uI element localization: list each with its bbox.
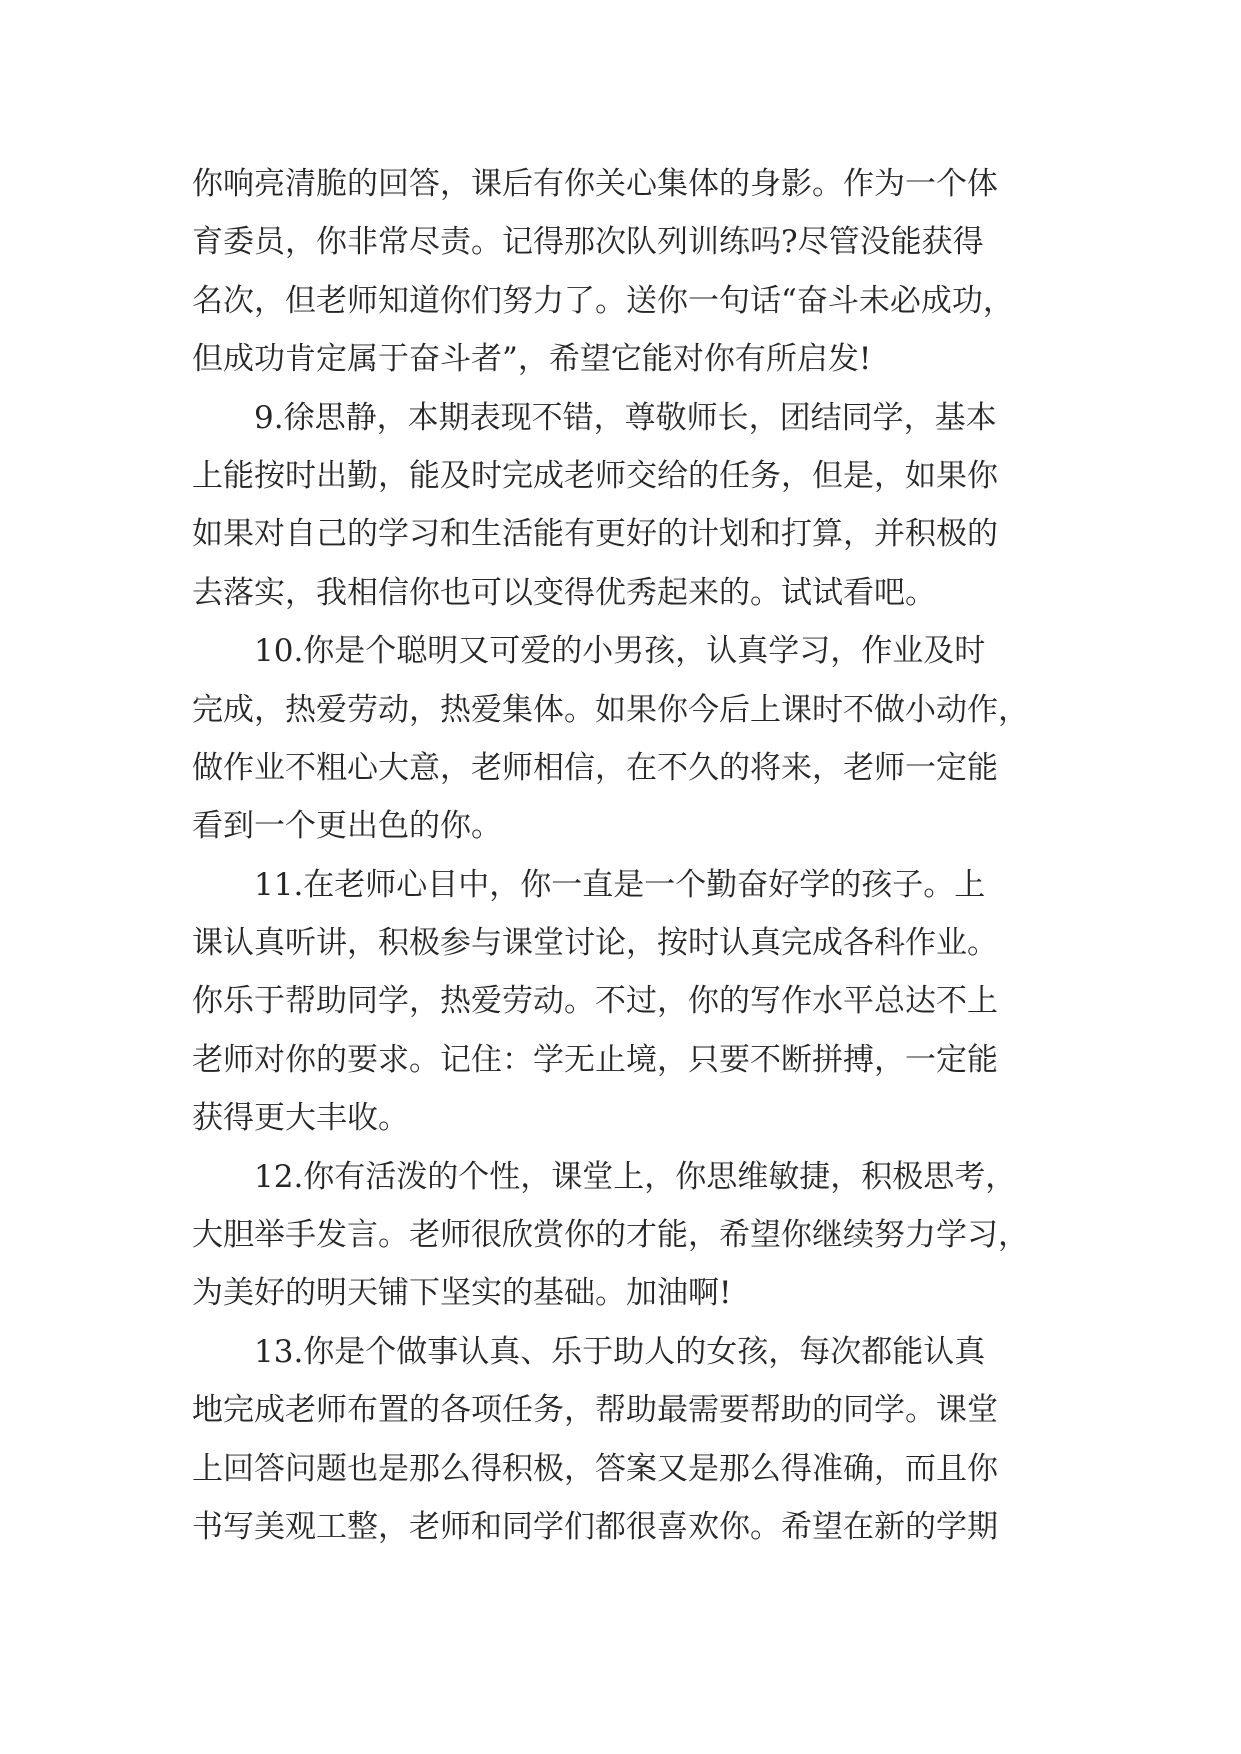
paragraph-13-first-line: 13.你是个做事认真、乐于助人的女孩，每次都能认真 <box>254 1333 986 1370</box>
text-line: 看到一个更出色的你。 <box>192 808 502 845</box>
paragraph-12-first-line: 12.你有活泼的个性，课堂上，你思维敏捷，积极思考， <box>254 1158 1017 1195</box>
text-line: 老师对你的要求。记住：学无止境，只要不断拼搏，一定能 <box>192 1041 998 1078</box>
text-line: 去落实，我相信你也可以变得优秀起来的。试试看吧。 <box>192 574 936 611</box>
paragraph-11-first-line: 11.在老师心目中，你一直是一个勤奋好学的孩子。上 <box>254 866 986 903</box>
text-line: 大胆举手发言。老师很欣赏你的才能，希望你继续努力学习， <box>192 1217 1029 1254</box>
text-line: 书写美观工整，老师和同学们都很喜欢你。希望在新的学期 <box>192 1508 998 1545</box>
text-line: 地完成老师布置的各项任务，帮助最需要帮助的同学。课堂 <box>192 1392 998 1429</box>
document-body <box>192 155 1052 1556</box>
text-line: 上回答问题也是那么得积极，答案又是那么得准确，而且你 <box>192 1450 998 1487</box>
text-line: 你响亮清脆的回答，课后有你关心集体的身影。作为一个体 <box>192 166 998 202</box>
text-line: 获得更大丰收。 <box>192 1100 409 1137</box>
text-line: 名次，但老师知道你们努力了。送你一句话“奋斗未必成功， <box>192 282 1014 319</box>
paragraph-9-first-line: 9.徐思静，本期表现不错，尊敬师长，团结同学，基本 <box>254 399 997 436</box>
text-line: 育委员，你非常尽责。记得那次队列训练吗?尽管没能获得 <box>192 224 984 261</box>
text-line: 如果对自己的学习和生活能有更好的计划和打算，并积极的 <box>192 516 998 553</box>
text-line: 你乐于帮助同学，热爱劳动。不过，你的写作水平总达不上 <box>192 983 998 1020</box>
text-line: 课认真听讲，积极参与课堂讨论，按时认真完成各科作业。 <box>192 925 998 962</box>
text-line: 为美好的明天铺下坚实的基础。加油啊! <box>192 1275 732 1312</box>
text-line: 但成功肯定属于奋斗者”，希望它能对你有所启发! <box>192 341 872 378</box>
paragraph-10-first-line: 10.你是个聪明又可爱的小男孩，认真学习，作业及时 <box>254 633 986 670</box>
text-line: 上能按时出勤，能及时完成老师交给的任务，但是，如果你 <box>192 457 998 494</box>
text-line: 完成，热爱劳动，热爱集体。如果你今后上课时不做小动作， <box>192 691 1029 728</box>
text-line: 做作业不粗心大意，老师相信，在不久的将来，老师一定能 <box>192 749 998 786</box>
